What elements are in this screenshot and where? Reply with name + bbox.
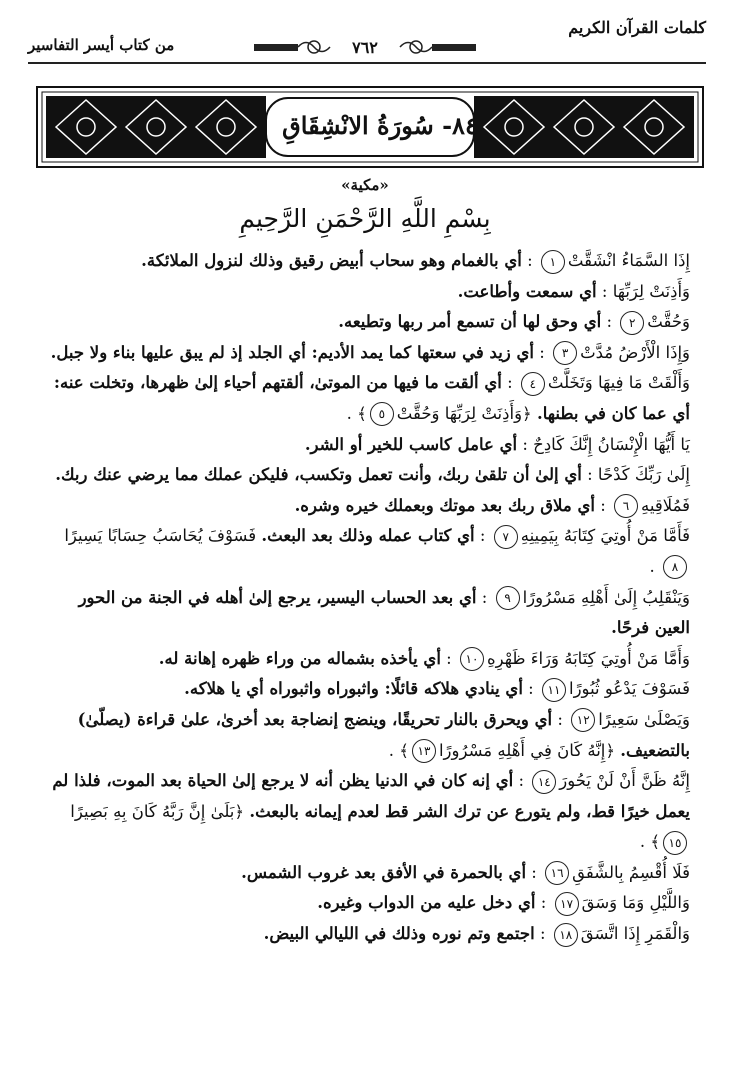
quote-close: ﴾ .: [346, 403, 367, 423]
verse-text: وَحُقَّتْ: [647, 312, 690, 332]
page-number: ٧٦٢: [352, 38, 378, 57]
separator: :: [596, 281, 613, 301]
explanation-text: أي كتاب عمله وذلك بعد البعث.: [261, 526, 475, 546]
separator: :: [552, 709, 569, 729]
glossary-entry: [42, 246, 690, 277]
glossary-entry: [42, 858, 690, 889]
explanation-text: أي يأخذه بشماله من وراء ظهره إهانة له.: [158, 648, 441, 668]
verse-text: فَأَمَّا مَنْ أُوتِيَ كِتَابَهُ بِيَمِينِهِ: [520, 526, 690, 546]
separator: :: [581, 465, 598, 485]
glossary-body: [42, 246, 690, 950]
quoted-verse: ﴿إِنَّهُ كَانَ فِي أَهْلِهِ مَسْرُورًا: [438, 740, 616, 760]
verse-text: إِنَّهُ ظَنَّ أَنْ لَنْ يَحُورَ: [559, 771, 690, 791]
glossary-entry: [42, 430, 690, 461]
verse-text: وَأَمَّا مَنْ أُوتِيَ كِتَابَهُ وَرَاءَ ظَهْرِهِ: [486, 648, 690, 668]
verse-number-badge: ٩: [496, 586, 520, 610]
explanation-text: اجتمع وتم نوره وذلك في الليالي البيض.: [263, 924, 535, 944]
page-number-ornament: [250, 34, 480, 62]
basmala: بِسْمِ اللَّهِ الرَّحْمَنِ الرَّحِيمِ: [239, 204, 491, 233]
glossary-entry: [42, 277, 690, 308]
verse-number-badge: ١: [541, 250, 565, 274]
verse-number-badge: ٢: [620, 311, 644, 335]
explanation-text: أي وحق لها أن تسمع أمر ربها وتطيعه.: [338, 312, 602, 332]
separator: :: [517, 434, 534, 454]
verse-text: فَسَوْفَ يَدْعُو ثُبُورًا: [569, 679, 690, 699]
surah-banner: [36, 86, 704, 168]
separator: :: [440, 648, 457, 668]
separator: :: [534, 924, 551, 944]
glossary-entry: [42, 705, 690, 766]
separator: :: [476, 587, 493, 607]
verse-number-badge: ٤: [521, 372, 545, 396]
verse-number-badge: ١٦: [545, 861, 569, 885]
explanation-text: أي سمعت وأطاعت.: [457, 281, 597, 301]
separator: :: [474, 526, 491, 546]
verse-text: وَيَنْقَلِبُ إِلَىٰ أَهْلِهِ مَسْرُورًا: [522, 587, 690, 607]
verse-text: فَمُلَاقِيهِ: [641, 495, 690, 515]
separator: :: [594, 495, 612, 515]
verse-text: إِلَىٰ رَبِّكَ كَدْحًا: [597, 465, 690, 485]
verse-number-badge: ١٣: [412, 739, 436, 763]
explanation-text: أي ملاق ربك بعد موتك وبعملك خيره وشره.: [294, 495, 595, 515]
glossary-entry: [42, 919, 690, 950]
separator: :: [601, 312, 618, 332]
explanation-text: أي إنه كان في الدنيا يظن أنه لا يرجع إلىٰ الحياة بعد الموت، فلذا لم يعمل خيرًا قط، ولم يتورع عن ترك الشر قط لعدم إيمانه بالبعث.: [52, 771, 690, 821]
glossary-entry: [42, 644, 690, 675]
verse-text: يَا أَيُّهَا الْإِنْسَانُ إِنَّكَ كَادِحٌ: [533, 434, 690, 454]
glossary-entry: [42, 888, 690, 919]
verse-number-badge: ٦: [614, 494, 638, 518]
verse-number-badge: ٥: [370, 402, 394, 426]
glossary-entry: [42, 491, 690, 522]
separator: :: [534, 342, 551, 362]
quoted-verse: فَسَوْفَ يُحَاسَبُ حِسَابًا يَسِيرًا: [64, 526, 257, 546]
verse-text: وَالْقَمَرِ إِذَا اتَّسَقَ: [580, 924, 690, 944]
verse-number-badge: ٨: [663, 555, 687, 579]
verse-number-badge: ٧: [494, 525, 518, 549]
header-divider: [28, 62, 706, 64]
explanation-text: أي زيد في سعتها كما يمد الأديم: أي الجلد إذ لم يبق عليها بناء ولا جبل.: [50, 342, 535, 362]
explanation-text: أي ويحرق بالنار تحريقًا، وينضج إنضاجة بعد أخرىٰ، علىٰ قراءة (يصلّىٰ) بالتضعيف.: [77, 709, 690, 760]
revelation-type: «مكية»: [341, 176, 389, 194]
surah-title: ٨٤- سُورَةُ الانْشِقَاقِ: [282, 111, 478, 140]
surah-name: سُورَةُ الانْشِقَاقِ: [282, 111, 434, 140]
verse-text: إِذَا السَّمَاءُ انْشَقَّتْ: [567, 251, 690, 270]
surah-number: ٨٤: [452, 111, 478, 140]
separator: :: [535, 893, 552, 913]
separator: :: [522, 679, 539, 699]
glossary-entry: [42, 338, 690, 369]
explanation-text: أي ينادي هلاكه قائلًا: واثبوراه واثبوراه أي يا هلاكه.: [184, 679, 523, 699]
separator: :: [513, 771, 530, 791]
verse-number-badge: ١٢: [571, 708, 595, 732]
verse-text: وَيَصْلَىٰ سَعِيرًا: [598, 709, 690, 729]
glossary-entry: [42, 766, 690, 858]
explanation-text: أي بالحمرة في الأفق بعد غروب الشمس.: [241, 862, 527, 882]
verse-number-badge: ١٧: [555, 892, 579, 916]
verse-number-badge: ١٤: [532, 770, 556, 794]
verse-text: وَأَذِنَتْ لِرَبِّهَا: [612, 281, 690, 301]
separator: :: [521, 251, 538, 270]
glossary-entry: [42, 674, 690, 705]
explanation-text: أي بعد الحساب اليسير، يرجع إلىٰ أهله في الجنة من الحور العين فرحًا.: [78, 587, 690, 638]
glossary-entry: [42, 521, 690, 582]
glossary-entry: [42, 583, 690, 644]
quote-close: ﴾ .: [388, 740, 409, 760]
quoted-verse: ﴿وَأَذِنَتْ لِرَبِّهَا وَحُقَّتْ: [396, 403, 532, 423]
explanation-text: أي دخل عليه من الدواب وغيره.: [317, 893, 536, 913]
verse-number-badge: ٣: [553, 341, 577, 365]
separator: :: [526, 862, 543, 882]
verse-number-badge: ١٥: [663, 831, 687, 855]
quoted-verse: ﴿بَلَىٰ إِنَّ رَبَّهُ كَانَ بِهِ بَصِيرًا: [70, 801, 245, 821]
quote-close: ﴾ .: [639, 832, 660, 852]
source-title: من كتاب أيسر التفاسير: [28, 36, 175, 54]
glossary-entry: [42, 307, 690, 338]
glossary-entry: [42, 460, 690, 491]
verse-number-badge: ١٨: [554, 923, 578, 947]
verse-number-badge: ١٠: [460, 647, 484, 671]
book-title: كلمات القرآن الكريم: [568, 18, 706, 37]
separator: :: [501, 373, 518, 393]
explanation-text: أي بالغمام وهو سحاب أبيض رقيق وذلك لنزول الملائكة.: [141, 251, 522, 270]
explanation-text: أي ألقت ما فيها من الموتىٰ، ألقتهم أحياء إلىٰ ظهرها، وتخلت عنه: أي عما كان في بطنها.: [53, 373, 690, 423]
verse-text: وَاللَّيْلِ وَمَا وَسَقَ: [581, 893, 690, 913]
explanation-text: أي إلىٰ أن تلقىٰ ربك، وأنت تعمل وتكسب، فليكن عملك مما يرضي عنك ربك.: [55, 465, 582, 485]
explanation-text: أي عامل كاسب للخير أو الشر.: [304, 434, 518, 454]
verse-text: وَأَلْقَتْ مَا فِيهَا وَتَخَلَّتْ: [547, 373, 690, 393]
verse-text: وَإِذَا الْأَرْضُ مُدَّتْ: [580, 342, 690, 362]
verse-text: فَلَا أُقْسِمُ بِالشَّفَقِ: [572, 862, 690, 882]
glossary-entry: [42, 368, 690, 429]
verse-number-badge: ١١: [542, 678, 566, 702]
quote-close: .: [649, 556, 660, 576]
